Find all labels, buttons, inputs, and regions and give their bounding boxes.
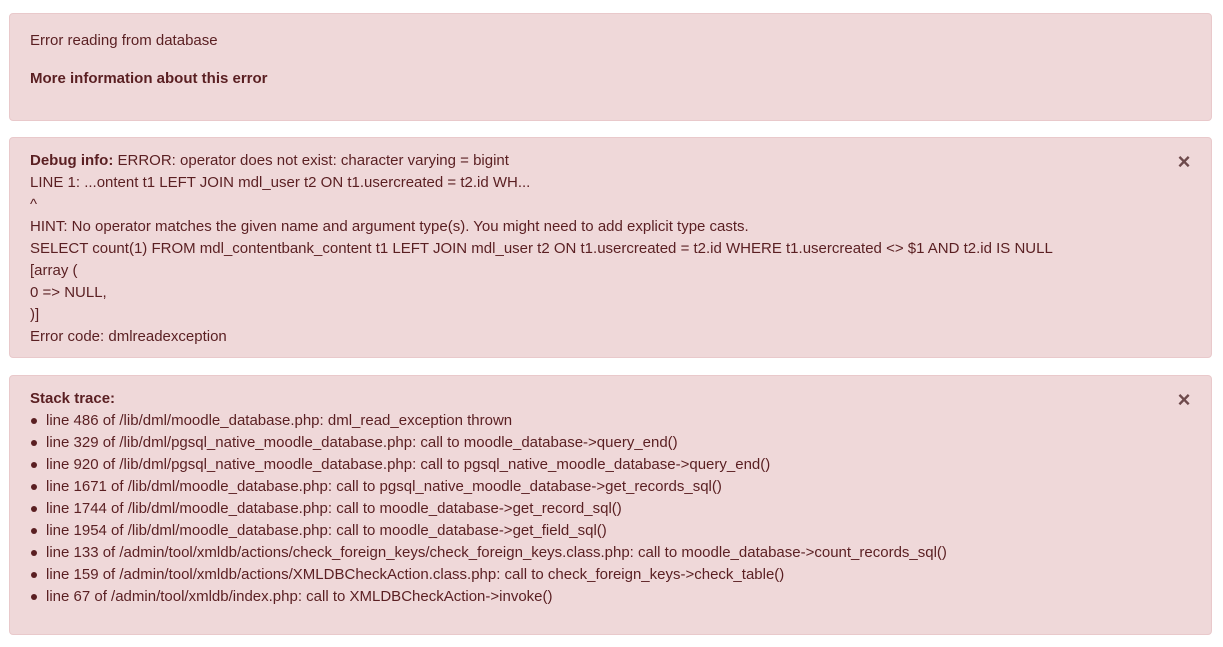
bullet-icon bbox=[31, 594, 37, 600]
bullet-icon bbox=[31, 550, 37, 556]
stack-trace-item-text: line 133 of /admin/tool/xmldb/actions/check_foreign_keys/check_foreign_keys.class.php: call to moodle_database->count_records_sql() bbox=[46, 544, 947, 561]
error-notice-alert bbox=[9, 13, 1212, 121]
debug-info-heading bbox=[30, 150, 509, 172]
debug-line: 0 => NULL, bbox=[30, 284, 107, 301]
debug-error-text: ERROR: operator does not exist: character varying = bigint bbox=[117, 152, 509, 169]
bullet-icon bbox=[31, 440, 37, 446]
more-info-link[interactable]: More information about this error bbox=[30, 70, 268, 87]
debug-line: [array ( bbox=[30, 262, 78, 279]
stack-trace-item-text: line 486 of /lib/dml/moodle_database.php: dml_read_exception thrown bbox=[46, 412, 513, 429]
stack-trace-item-text: line 67 of /admin/tool/xmldb/index.php: call to XMLDBCheckAction->invoke() bbox=[46, 588, 553, 605]
bullet-icon bbox=[31, 506, 37, 512]
stack-trace-item bbox=[30, 586, 947, 608]
debug-line: ^ bbox=[30, 196, 38, 213]
stack-trace-item bbox=[30, 476, 947, 498]
stack-trace-item-text: line 1954 of /lib/dml/moodle_database.php: call to moodle_database->get_field_sql() bbox=[46, 522, 607, 539]
stack-trace-item-text: line 159 of /admin/tool/xmldb/actions/XMLDBCheckAction.class.php: call to check_foreign_keys->check_table() bbox=[46, 566, 785, 583]
bullet-icon bbox=[31, 484, 37, 490]
error-message: Error reading from database bbox=[30, 32, 218, 49]
stack-trace-list bbox=[30, 410, 947, 608]
stack-trace-item bbox=[30, 520, 947, 542]
debug-line: SELECT count(1) FROM mdl_contentbank_content t1 LEFT JOIN mdl_user t2 ON t1.usercreated = t2.id WHERE t1.usercreated <> $1 AND t2.id IS NULL bbox=[30, 240, 1053, 257]
debug-line: HINT: No operator matches the given name and argument type(s). You might need to add explicit type casts. bbox=[30, 218, 749, 235]
close-icon[interactable]: × bbox=[1177, 387, 1191, 412]
stack-trace-item bbox=[30, 564, 947, 586]
debug-line: )] bbox=[30, 306, 40, 323]
stack-trace-item bbox=[30, 542, 947, 564]
stack-trace-alert bbox=[9, 375, 1212, 635]
stack-trace-item-text: line 920 of /lib/dml/pgsql_native_moodle_database.php: call to pgsql_native_moodle_database->query_end() bbox=[46, 456, 771, 473]
stack-trace-item-text: line 329 of /lib/dml/pgsql_native_moodle_database.php: call to moodle_database->query_end() bbox=[46, 434, 678, 451]
stack-trace-item bbox=[30, 410, 947, 432]
error-code-line: Error code: dmlreadexception bbox=[30, 328, 227, 345]
close-icon[interactable]: × bbox=[1177, 149, 1191, 174]
bullet-icon bbox=[31, 572, 37, 578]
debug-info-alert bbox=[9, 137, 1212, 358]
debug-line: LINE 1: ...ontent t1 LEFT JOIN mdl_user t2 ON t1.usercreated = t2.id WH... bbox=[30, 174, 531, 191]
debug-info-label: Debug info: bbox=[30, 152, 114, 169]
bullet-icon bbox=[31, 528, 37, 534]
stack-trace-item-text: line 1744 of /lib/dml/moodle_database.php: call to moodle_database->get_record_sql() bbox=[46, 500, 622, 517]
stack-trace-item-text: line 1671 of /lib/dml/moodle_database.php: call to pgsql_native_moodle_database->get_records_sql() bbox=[46, 478, 722, 495]
stack-trace-label: Stack trace: bbox=[30, 390, 116, 407]
bullet-icon bbox=[31, 418, 37, 424]
stack-trace-item bbox=[30, 432, 947, 454]
stack-trace-item bbox=[30, 454, 947, 476]
stack-trace-item bbox=[30, 498, 947, 520]
bullet-icon bbox=[31, 462, 37, 468]
